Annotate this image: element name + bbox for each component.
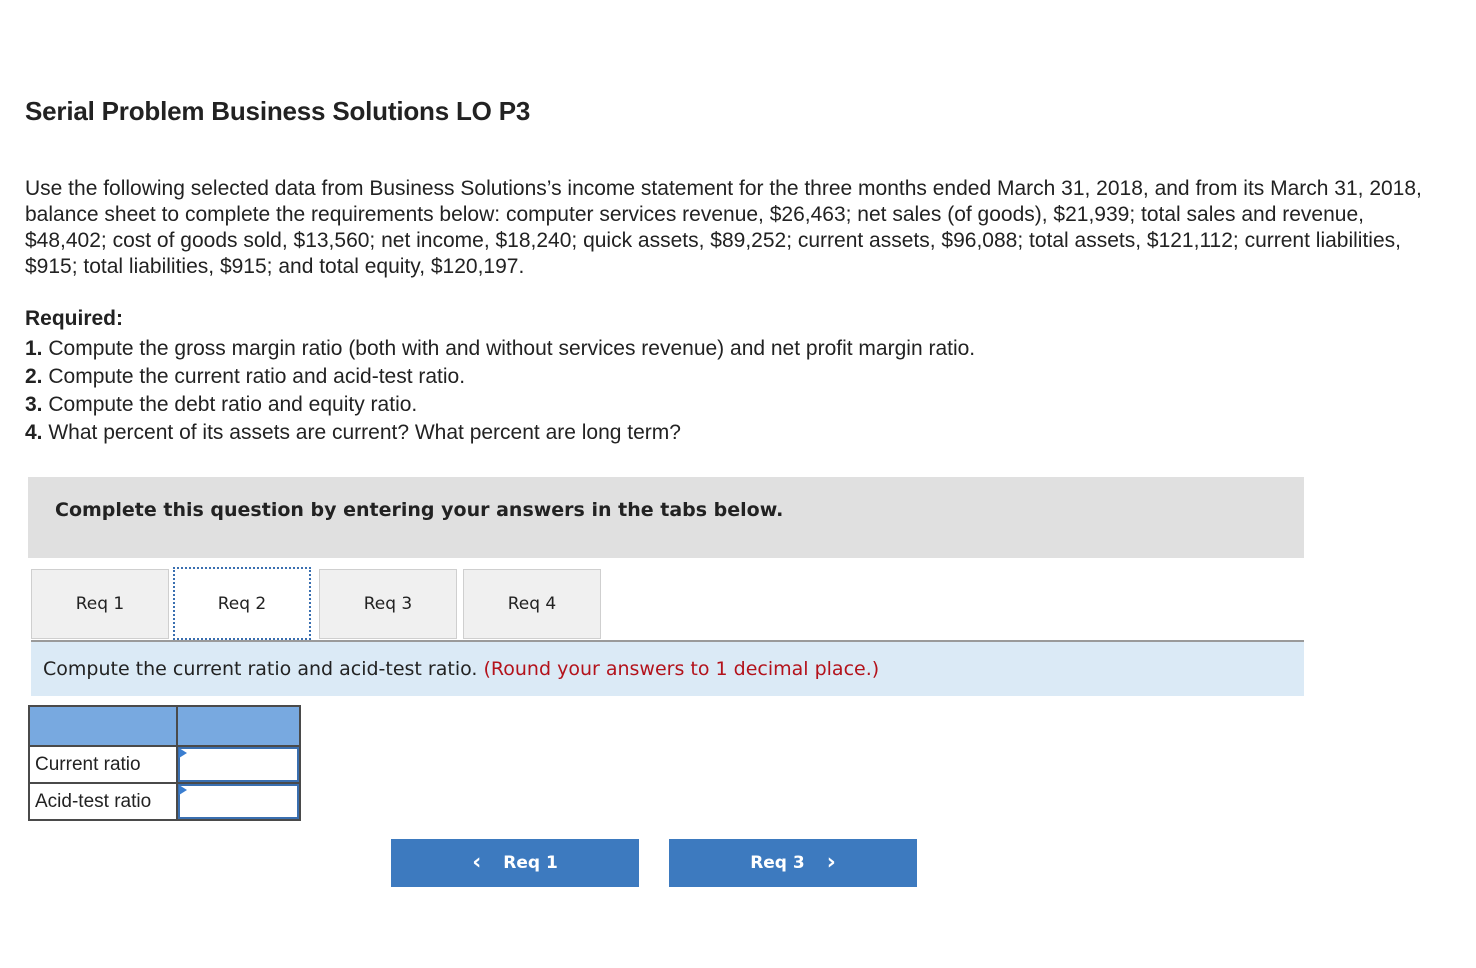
requirement-number: 3. [25, 393, 43, 416]
answer-table [28, 705, 301, 821]
acid-test-ratio-label: Acid-test ratio [29, 783, 177, 820]
requirements-list [25, 335, 975, 447]
requirement-text: What percent of its assets are current? What percent are long term? [42, 421, 681, 444]
rounding-note: (Round your answers to 1 decimal place.) [483, 658, 880, 680]
tab-req-1[interactable]: Req 1 [31, 569, 169, 639]
prompt-bar [31, 642, 1304, 696]
prompt-text [43, 658, 879, 680]
problem-intro: Use the following selected data from Business Solutions’s income statement for the three months ended March 31, 2018, and from its March 31, 2018, balance sheet to complete the requirements below: computer services revenue, $26,463; net sales (of goods), $21,939; total sales and revenue, $48,402; cost of goods sold, $13,560; net income, $18,240; quick assets, $89,252; current assets, $96,088; total assets, $121,112; current liabilities, $915; total liabilities, $915; and total equity, $120,197. [25, 177, 1422, 278]
next-req-label: Req 3 [750, 853, 805, 873]
instruction-box [28, 477, 1304, 558]
prompt-instruction: Compute the current ratio and acid-test ratio. [43, 658, 478, 680]
tab-req-4[interactable]: Req 4 [463, 569, 601, 639]
requirement-text: Compute the current ratio and acid-test ratio. [42, 365, 466, 388]
requirement-number: 2. [25, 365, 43, 388]
tab-req-2[interactable]: Req 2 [173, 567, 311, 640]
prev-req-label: Req 1 [503, 853, 558, 873]
next-req-button[interactable] [669, 839, 917, 887]
chevron-right-icon: › [826, 850, 836, 875]
prev-req-button[interactable] [391, 839, 639, 887]
requirement-item [25, 363, 975, 391]
requirement-item [25, 419, 975, 447]
requirement-number: 4. [25, 421, 43, 444]
input-marker-icon [179, 748, 187, 758]
acid-test-ratio-cell [177, 783, 300, 820]
table-row [29, 746, 300, 783]
required-heading: Required: [25, 307, 124, 330]
header-cell [29, 706, 177, 746]
current-ratio-input[interactable] [178, 747, 299, 782]
table-header-row [29, 706, 300, 746]
requirement-item [25, 335, 975, 363]
acid-test-ratio-input[interactable] [178, 784, 299, 819]
chevron-left-icon: ‹ [472, 850, 482, 875]
input-marker-icon [179, 785, 187, 795]
current-ratio-label: Current ratio [29, 746, 177, 783]
header-cell [177, 706, 300, 746]
requirement-number: 1. [25, 337, 43, 360]
tab-req-3[interactable]: Req 3 [319, 569, 457, 639]
requirement-item [25, 391, 975, 419]
requirement-text: Compute the debt ratio and equity ratio. [42, 393, 418, 416]
current-ratio-cell [177, 746, 300, 783]
requirement-text: Compute the gross margin ratio (both with and without services revenue) and net profit margin ratio. [42, 337, 976, 360]
page-title: Serial Problem Business Solutions LO P3 [25, 96, 531, 126]
instruction-text: Complete this question by entering your answers in the tabs below. [55, 499, 784, 521]
table-row [29, 783, 300, 820]
